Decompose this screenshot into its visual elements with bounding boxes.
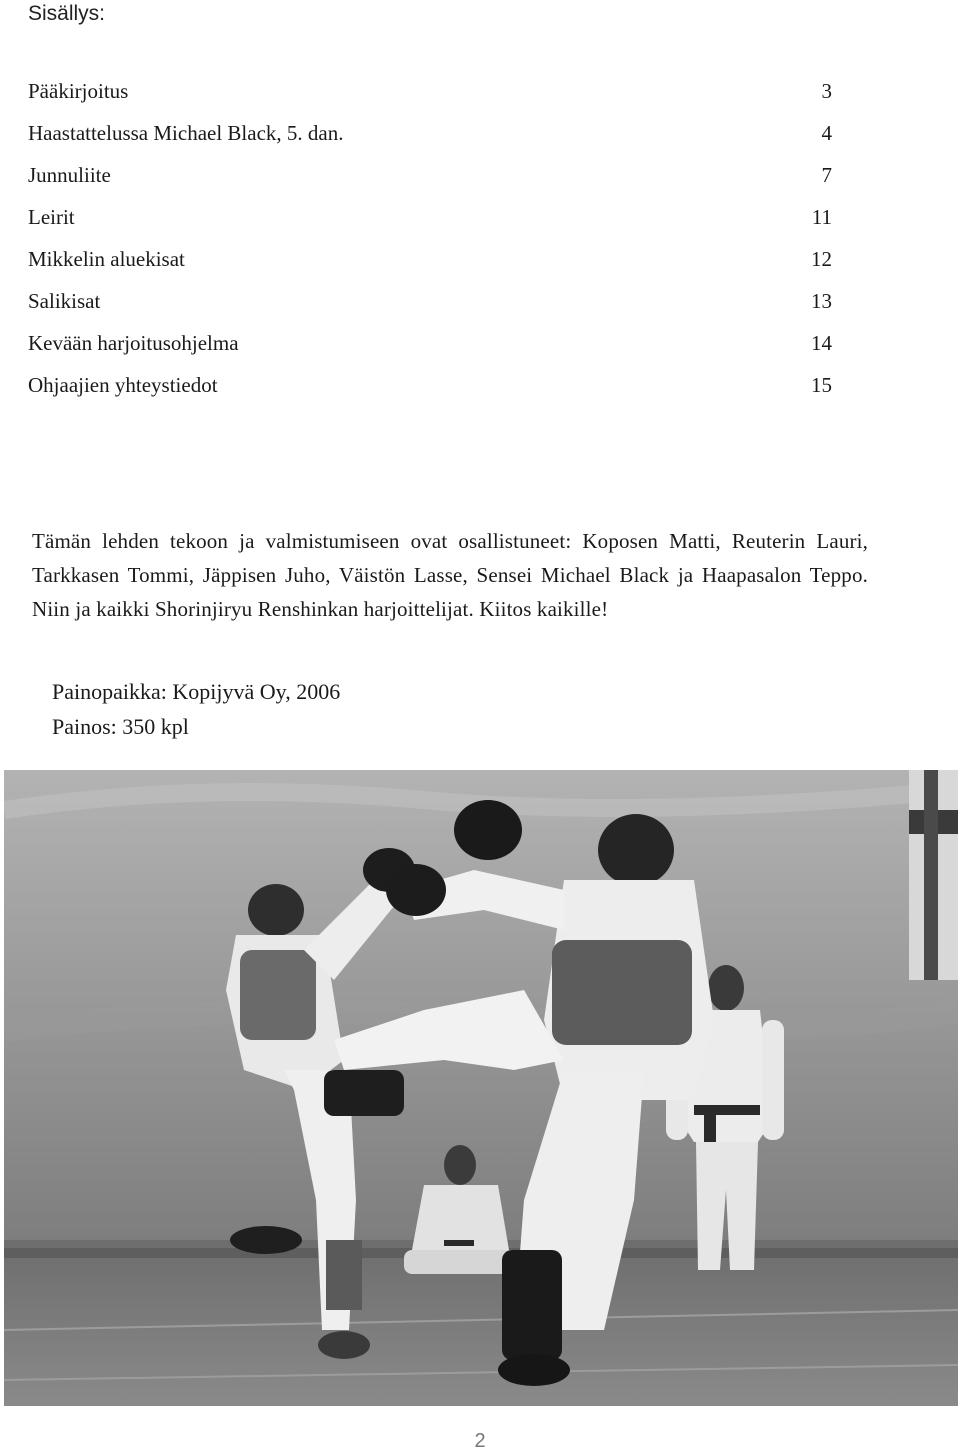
table-of-contents	[28, 70, 832, 406]
toc-page: 12	[811, 247, 832, 271]
toc-page: 4	[821, 121, 832, 145]
toc-entry	[28, 322, 832, 364]
toc-title: Kevään harjoitusohjelma	[28, 331, 239, 355]
toc-page: 7	[821, 163, 832, 187]
toc-entry	[28, 70, 832, 112]
toc-page: 14	[811, 331, 832, 355]
toc-title: Junnuliite	[28, 163, 111, 187]
toc-entry	[28, 280, 832, 322]
page-number: 2	[474, 1430, 486, 1452]
toc-entry	[28, 112, 832, 154]
toc-page: 3	[821, 79, 832, 103]
toc-entry	[28, 238, 832, 280]
toc-title: Ohjaajien yhteystiedot	[28, 373, 218, 397]
edition-line: Painos: 350 kpl	[52, 714, 189, 739]
toc-title: Haastattelussa Michael Black, 5. dan.	[28, 121, 344, 145]
toc-page: 13	[811, 289, 832, 313]
toc-page: 11	[811, 205, 832, 229]
toc-title: Leirit	[28, 205, 75, 229]
toc-entry	[28, 154, 832, 196]
print-info	[52, 674, 340, 744]
contributors-paragraph: Tämän lehden tekoon ja valmistumiseen ovat osallistuneet: Koposen Matti, Reuterin Lauri, Tarkkasen Tommi, Jäppisen Juho, Väistön Lasse, Sensei Michael Black ja Haapasalon Teppo. Niin ja kaikki Shorinjiryu Renshinkan harjoittelijat. Kiitos kaikille!	[32, 529, 868, 621]
printer-line: Painopaikka: Kopijyvä Oy, 2006	[52, 679, 341, 704]
contents-heading: Sisällys:	[28, 2, 106, 25]
toc-title: Salikisat	[28, 289, 101, 313]
karate-sparring-photo	[4, 770, 958, 1406]
toc-title: Pääkirjoitus	[28, 79, 129, 103]
toc-title: Mikkelin aluekisat	[28, 247, 185, 271]
toc-entry	[28, 196, 832, 238]
toc-page: 15	[811, 373, 832, 397]
toc-entry	[28, 364, 832, 406]
